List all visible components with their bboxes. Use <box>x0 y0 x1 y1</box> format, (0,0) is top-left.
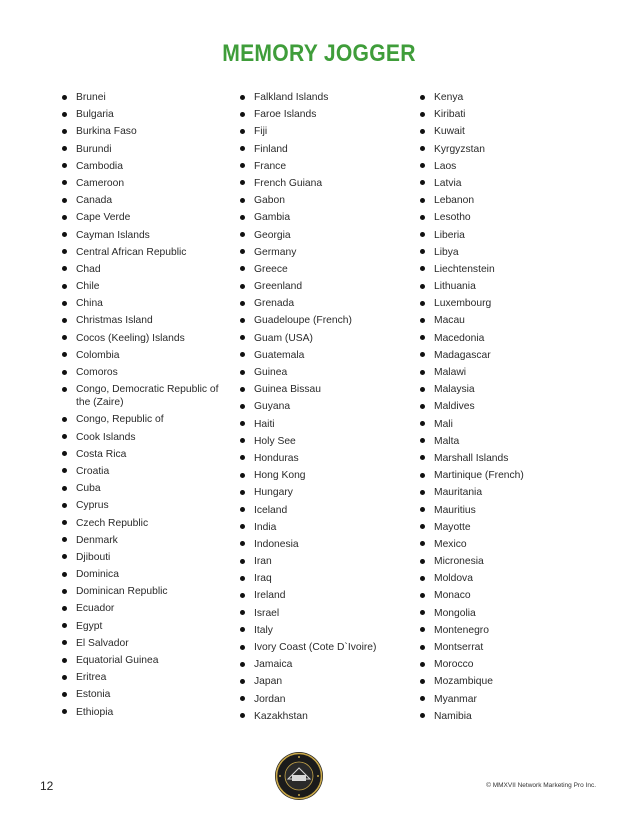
country-list-item: Bulgaria <box>62 108 222 121</box>
country-list-item: France <box>240 160 405 173</box>
country-list-item: Denmark <box>62 534 222 547</box>
country-list-item: Liechtenstein <box>420 263 580 276</box>
country-list-item: Grenada <box>240 297 405 310</box>
country-list-item: Cambodia <box>62 160 222 173</box>
country-list-item: Faroe Islands <box>240 108 405 121</box>
country-column-1 <box>62 91 222 723</box>
country-list-item: Ethiopia <box>62 706 222 719</box>
country-list-item: Burundi <box>62 143 222 156</box>
country-list-item: Moldova <box>420 572 580 585</box>
country-list-item: Equatorial Guinea <box>62 654 222 667</box>
country-list-item: Gambia <box>240 211 405 224</box>
country-list-item: Jordan <box>240 693 405 706</box>
country-list-item: Kiribati <box>420 108 580 121</box>
country-list-item: Madagascar <box>420 349 580 362</box>
country-list-item: Japan <box>240 675 405 688</box>
country-list-item: Malawi <box>420 366 580 379</box>
country-list-item: Malaysia <box>420 383 580 396</box>
country-list-item: Guatemala <box>240 349 405 362</box>
country-list-item: Laos <box>420 160 580 173</box>
country-list-item: Micronesia <box>420 555 580 568</box>
country-list-item: Dominican Republic <box>62 585 222 598</box>
country-list-item: Chad <box>62 263 222 276</box>
country-list-item: Jamaica <box>240 658 405 671</box>
country-list-item: India <box>240 521 405 534</box>
country-list-item: Mali <box>420 418 580 431</box>
country-list-item: Greece <box>240 263 405 276</box>
country-list-item: Luxembourg <box>420 297 580 310</box>
country-list-item: Eritrea <box>62 671 222 684</box>
country-list-item: Egypt <box>62 620 222 633</box>
country-list-item: Mauritania <box>420 486 580 499</box>
country-list-item: Liberia <box>420 229 580 242</box>
country-list-item: Indonesia <box>240 538 405 551</box>
country-list-item: Gabon <box>240 194 405 207</box>
country-list-item: Canada <box>62 194 222 207</box>
country-list-item: El Salvador <box>62 637 222 650</box>
country-list-item: Chile <box>62 280 222 293</box>
country-list-item: Lesotho <box>420 211 580 224</box>
country-list-item: Myanmar <box>420 693 580 706</box>
country-list-item: Estonia <box>62 688 222 701</box>
network-marketing-pro-seal-icon <box>274 751 324 801</box>
country-list-item: Central African Republic <box>62 246 222 259</box>
country-list-item: Latvia <box>420 177 580 190</box>
country-list-item: Mexico <box>420 538 580 551</box>
country-list-item: Maldives <box>420 400 580 413</box>
country-list-item: Kyrgyzstan <box>420 143 580 156</box>
country-list-item: Lithuania <box>420 280 580 293</box>
country-list-item: Cuba <box>62 482 222 495</box>
page-title: MEMORY JOGGER <box>222 40 416 67</box>
country-list-item: Hong Kong <box>240 469 405 482</box>
copyright-notice: © MMXVII Network Marketing Pro Inc. <box>486 782 596 789</box>
country-list-item: Ecuador <box>62 602 222 615</box>
country-list-item: Libya <box>420 246 580 259</box>
country-list-item: China <box>62 297 222 310</box>
country-list-item: Lebanon <box>420 194 580 207</box>
country-list-item: Montserrat <box>420 641 580 654</box>
country-list-item: Martinique (French) <box>420 469 580 482</box>
country-list-item: Djibouti <box>62 551 222 564</box>
country-list-item: Greenland <box>240 280 405 293</box>
country-list-item: Costa Rica <box>62 448 222 461</box>
country-list-item: Brunei <box>62 91 222 104</box>
country-list-item: Mayotte <box>420 521 580 534</box>
country-list-item: Colombia <box>62 349 222 362</box>
country-list-item: Macedonia <box>420 332 580 345</box>
country-list-item: Namibia <box>420 710 580 723</box>
country-list-item: Kenya <box>420 91 580 104</box>
country-list-item: Fiji <box>240 125 405 138</box>
country-list-item: Morocco <box>420 658 580 671</box>
country-list-item: Guam (USA) <box>240 332 405 345</box>
country-list-item: Dominica <box>62 568 222 581</box>
country-list-item: Cyprus <box>62 499 222 512</box>
country-list-item: Cameroon <box>62 177 222 190</box>
country-list-item: Czech Republic <box>62 517 222 530</box>
country-list-item: Malta <box>420 435 580 448</box>
country-list-item: Israel <box>240 607 405 620</box>
country-list-item: Cayman Islands <box>62 229 222 242</box>
country-list-item: Burkina Faso <box>62 125 222 138</box>
country-list-item: Germany <box>240 246 405 259</box>
country-list-item: Hungary <box>240 486 405 499</box>
country-list-item: Congo, Democratic Republic of the (Zaire) <box>62 383 222 409</box>
country-list-item: Cook Islands <box>62 431 222 444</box>
country-list-item: Monaco <box>420 589 580 602</box>
country-list-item: Guadeloupe (French) <box>240 314 405 327</box>
country-list-item: Congo, Republic of <box>62 413 222 426</box>
country-list-item: Mozambique <box>420 675 580 688</box>
country-list-item: Cocos (Keeling) Islands <box>62 332 222 345</box>
country-list-item: Holy See <box>240 435 405 448</box>
country-list-item: Christmas Island <box>62 314 222 327</box>
country-list-item: Iraq <box>240 572 405 585</box>
country-list-item: Kazakhstan <box>240 710 405 723</box>
country-list-item: Kuwait <box>420 125 580 138</box>
country-list-item: Haiti <box>240 418 405 431</box>
country-list-item: Guinea <box>240 366 405 379</box>
country-list-item: Comoros <box>62 366 222 379</box>
country-list-item: Georgia <box>240 229 405 242</box>
country-list-item: Cape Verde <box>62 211 222 224</box>
country-list-item: Finland <box>240 143 405 156</box>
page-number: 12 <box>40 779 54 793</box>
country-list-item: Falkland Islands <box>240 91 405 104</box>
country-list-item: Iran <box>240 555 405 568</box>
country-column-2 <box>240 91 405 727</box>
country-list-item: Marshall Islands <box>420 452 580 465</box>
country-list-item: Guyana <box>240 400 405 413</box>
country-list-item: Mauritius <box>420 504 580 517</box>
country-list-item: Mongolia <box>420 607 580 620</box>
country-list-item: Iceland <box>240 504 405 517</box>
country-list-item: Italy <box>240 624 405 637</box>
country-list-item: Montenegro <box>420 624 580 637</box>
country-list-item: Croatia <box>62 465 222 478</box>
country-column-3 <box>420 91 580 727</box>
country-list-item: Ireland <box>240 589 405 602</box>
country-list-item: Honduras <box>240 452 405 465</box>
country-list-item: Macau <box>420 314 580 327</box>
country-list-item: Guinea Bissau <box>240 383 405 396</box>
country-list-item: Ivory Coast (Cote D`Ivoire) <box>240 641 405 654</box>
country-list-item: French Guiana <box>240 177 405 190</box>
